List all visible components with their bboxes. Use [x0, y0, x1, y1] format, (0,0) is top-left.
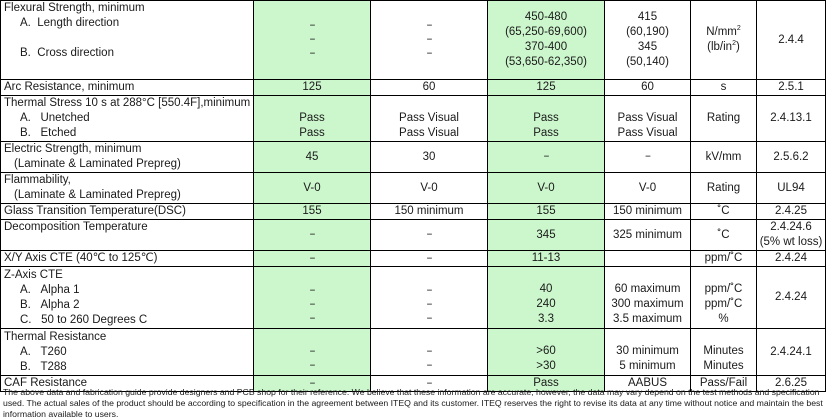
z-cte-col3	[488, 267, 605, 329]
z-v3a: 40	[539, 283, 553, 295]
electric-v1: 45	[254, 142, 371, 173]
row-electric	[1, 142, 826, 173]
z-a-label: A.	[20, 283, 31, 296]
row-thermal-resistance	[1, 329, 826, 376]
ts-b-label: B.	[20, 127, 31, 139]
flexural-col3	[488, 1, 605, 80]
electric-unit: kV/mm	[691, 142, 757, 173]
z-v4b: 300 maximum	[611, 298, 684, 310]
tg-v3: 155	[488, 204, 605, 220]
row-flammability	[1, 173, 826, 204]
dash-text: --	[426, 284, 432, 296]
tg-unit: ˚C	[691, 204, 757, 220]
flammability-v3: V-0	[488, 173, 605, 204]
decomp-method-1: 2.4.24.6	[770, 221, 812, 233]
decomp-method-2: (5% wt loss)	[759, 236, 823, 248]
tg-v4: 150 minimum	[605, 204, 691, 220]
caf-v4: AABUS	[605, 376, 691, 392]
flammability-title: Flammability,	[4, 174, 71, 186]
dash-text: --	[309, 360, 315, 371]
tr-v4a: 30 minimum	[616, 345, 679, 357]
ts-method: 2.4.13.1	[757, 96, 826, 142]
dash-text: --	[309, 20, 315, 31]
decomp-v4: 325 minimum	[605, 220, 691, 251]
ts-col3	[488, 96, 605, 142]
z-cte-col4	[605, 267, 691, 329]
z-unit-a: ppm/˚C	[704, 283, 743, 295]
electric-sub: (Laminate & Laminated Prepreg)	[14, 158, 181, 170]
electric-v4: --	[605, 142, 691, 173]
arc-method: 2.5.1	[757, 80, 826, 96]
flexural-c3-b: 370-400	[524, 41, 568, 53]
decomp-v1: --	[254, 220, 371, 251]
tr-a-text: T260	[40, 345, 67, 358]
arc-label: Arc Resistance, minimum	[1, 80, 254, 96]
z-c-text: 50 to 260 Degrees C	[41, 313, 148, 326]
dash-text: --	[309, 284, 315, 296]
unit-nmm-sup: 2	[736, 25, 741, 33]
xy-cte-v1: --	[254, 251, 371, 267]
dash-text: --	[309, 34, 315, 45]
flexural-unit	[691, 1, 757, 80]
ts-v1a: Pass	[299, 112, 325, 124]
z-cte-col2	[371, 267, 488, 329]
tr-v3b: >30	[536, 360, 556, 372]
tr-unit-a: Minutes	[703, 345, 744, 357]
unit-lbin-sup: 2	[732, 40, 736, 48]
xy-cte-v3: 11-13	[488, 251, 605, 267]
footnote: The above data and fabrication guide provide designers and PCB shop for their reference. We believe that these information are accurate, however, the data may vary depend on the test methods and specification used. The actual sales of the product should be according to specification in the agreement between ITEQ and its customer. ITEQ reserves the right to revise its data at any time without notice and maintain the best information available to users.	[3, 387, 823, 419]
z-unit-c: %	[718, 313, 729, 325]
arc-unit: s	[691, 80, 757, 96]
tg-v1: 155	[254, 204, 371, 220]
row-z-cte	[1, 267, 826, 329]
row-decomposition	[1, 220, 826, 251]
decomp-unit: ˚C	[691, 220, 757, 251]
caf-label: CAF Resistance	[1, 376, 254, 392]
dash-text: --	[426, 48, 432, 59]
dash-text: --	[309, 298, 315, 310]
tg-v2: 150 minimum	[371, 204, 488, 220]
unit-lbin: (lb/in	[707, 41, 733, 53]
xy-cte-method: 2.4.24	[757, 251, 826, 267]
tr-v3a: >60	[536, 345, 556, 357]
z-v3c: 3.3	[538, 313, 554, 325]
ts-v3a: Pass	[533, 112, 559, 124]
tr-a-label: A.	[20, 345, 31, 358]
tg-label: Glass Transition Temperature(DSC)	[1, 204, 254, 220]
flexural-c3-a2: (65,250-69,600)	[505, 26, 587, 38]
ts-unit: Rating	[691, 96, 757, 142]
dash-text: --	[426, 298, 432, 310]
ts-v4a: Pass Visual	[617, 112, 678, 124]
flexural-c4-a2: (60,190)	[626, 26, 669, 38]
tg-method: 2.4.25	[757, 204, 826, 220]
electric-v3: --	[488, 142, 605, 173]
electric-title: Electric Strength, minimum	[4, 143, 142, 155]
z-b-text: Alpha 2	[40, 298, 80, 311]
z-a-text: Alpha 1	[40, 283, 80, 296]
ts-v4b: Pass Visual	[617, 127, 678, 139]
flexural-method: 2.4.4	[757, 1, 826, 80]
flexural-col1	[254, 1, 371, 80]
dash-text: --	[309, 48, 315, 59]
electric-property	[1, 142, 254, 173]
unit-lbin-end: )	[736, 41, 740, 53]
ts-col1	[254, 96, 371, 142]
ts-a-text: Unetched	[40, 112, 90, 124]
electric-method: 2.5.6.2	[757, 142, 826, 173]
flexural-a-text: Length direction	[37, 17, 120, 29]
dash-text: --	[426, 346, 432, 357]
flexural-c4-b: 345	[637, 41, 658, 53]
ts-b-text: Etched	[40, 127, 77, 139]
tr-title: Thermal Resistance	[4, 330, 107, 343]
xy-cte-unit: ppm/˚C	[691, 251, 757, 267]
row-arc	[1, 80, 826, 96]
flammability-property	[1, 173, 254, 204]
z-cte-title: Z-Axis CTE	[4, 268, 63, 281]
thermal-stress-property	[1, 96, 254, 142]
dash-text: --	[426, 34, 432, 45]
unit-nmm: N/mm	[706, 26, 737, 38]
z-cte-method: 2.4.24	[757, 267, 826, 329]
ts-v2b: Pass Visual	[399, 127, 459, 139]
thermal-resistance-property	[1, 329, 254, 376]
z-c-label: C.	[20, 313, 32, 326]
electric-v2: 30	[371, 142, 488, 173]
row-tg	[1, 204, 826, 220]
tr-col3	[488, 329, 605, 376]
tr-col1	[254, 329, 371, 376]
flammability-v2: V-0	[371, 173, 488, 204]
ts-v3b: Pass	[533, 127, 559, 139]
flammability-sub: (Laminate & Laminated Prepreg)	[14, 189, 181, 201]
flexural-c3-a: 450-480	[524, 11, 568, 23]
z-unit-b: ppm/˚C	[704, 298, 743, 310]
tr-v4b: 5 minimum	[619, 360, 676, 372]
z-b-label: B.	[20, 298, 31, 311]
flexural-c4-b2: (50,140)	[626, 56, 669, 68]
dash-text: --	[309, 312, 315, 324]
flexural-col2	[371, 1, 488, 80]
flexural-title: Flexural Strength, minimum	[4, 2, 145, 14]
caf-v3: Pass	[488, 376, 605, 392]
flammability-v1: V-0	[254, 173, 371, 204]
property-flexural	[1, 1, 254, 80]
tr-b-label: B.	[20, 360, 31, 373]
ts-col4	[605, 96, 691, 142]
row-thermal-stress	[1, 96, 826, 142]
arc-v4: 60	[605, 80, 691, 96]
tr-method: 2.4.24.1	[757, 329, 826, 376]
arc-v1: 125	[254, 80, 371, 96]
xy-cte-v4	[605, 251, 691, 267]
thermal-stress-title: Thermal Stress 10 s at 288°C [550.4F],minimum	[4, 97, 251, 109]
flexural-b-text: Cross direction	[37, 47, 114, 59]
xy-cte-v2: --	[371, 251, 488, 267]
decomp-method	[757, 220, 826, 251]
dash-text: --	[426, 360, 432, 371]
tr-unit	[691, 329, 757, 376]
flexural-b-label: B.	[20, 47, 31, 59]
row-xy-cte	[1, 251, 826, 267]
dash-text: --	[426, 20, 432, 31]
flexural-col4	[605, 1, 691, 80]
tr-col4	[605, 329, 691, 376]
decomp-label: Decomposition Temperature	[1, 220, 254, 251]
row-flexural	[1, 1, 826, 80]
z-cte-unit	[691, 267, 757, 329]
z-cte-col1	[254, 267, 371, 329]
tr-unit-b: Minutes	[703, 360, 744, 372]
decomp-v2: --	[371, 220, 488, 251]
z-v3b: 240	[536, 298, 556, 310]
arc-v2: 60	[371, 80, 488, 96]
caf-unit: Pass/Fail	[691, 376, 757, 392]
flexural-c3-b2: (53,650-62,350)	[505, 56, 587, 68]
tr-col2	[371, 329, 488, 376]
tr-b-text: T288	[40, 360, 67, 373]
z-v4a: 60 maximum	[614, 283, 681, 295]
dash-text: --	[309, 346, 315, 357]
flammability-unit: Rating	[691, 173, 757, 204]
z-cte-property	[1, 267, 254, 329]
flammability-v4: V-0	[605, 173, 691, 204]
ts-v1b: Pass	[299, 127, 325, 139]
decomp-v3: 345	[488, 220, 605, 251]
arc-v3: 125	[488, 80, 605, 96]
caf-v1: --	[254, 376, 371, 392]
dash-text: --	[426, 312, 432, 324]
caf-v2: --	[371, 376, 488, 392]
z-v4c: 3.5 maximum	[612, 313, 683, 325]
ts-a-label: A.	[20, 112, 31, 124]
flexural-a-label: A.	[20, 17, 31, 29]
flexural-c4-a: 415	[637, 11, 658, 23]
ts-v2a: Pass Visual	[399, 112, 459, 124]
flammability-method: UL94	[757, 173, 826, 204]
ts-col2	[371, 96, 488, 142]
xy-cte-label: X/Y Axis CTE (40℃ to 125℃)	[1, 251, 254, 267]
caf-method: 2.6.25	[757, 376, 826, 392]
